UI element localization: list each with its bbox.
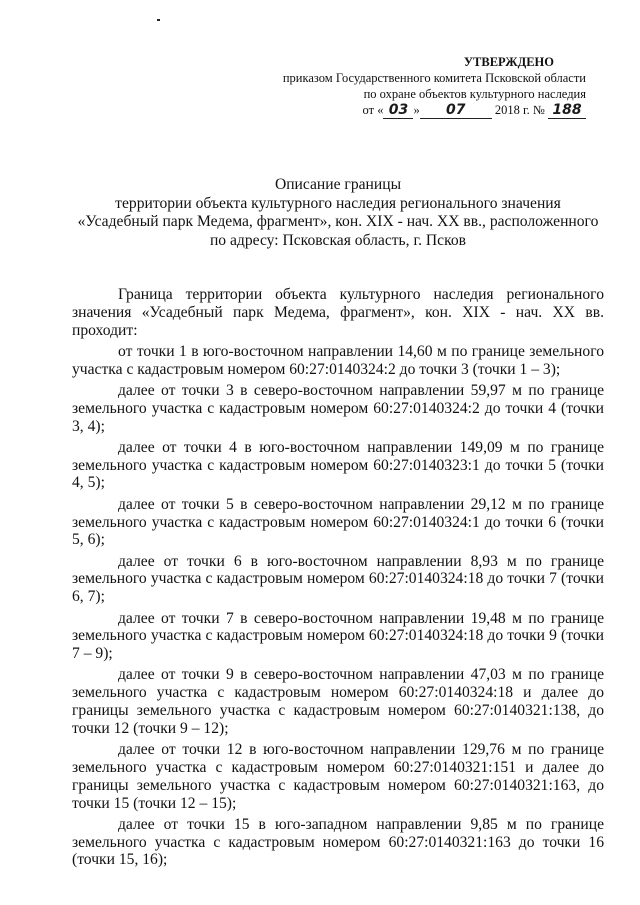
date-day-field <box>383 102 413 119</box>
scan-speck <box>157 19 160 21</box>
date-year: 2018 г. № <box>494 103 545 117</box>
paragraph-segment: далее от точки 4 в юго-восточном направлении 149,09 м по границе земельного участка с кадастровым номером 60:27:0140323:1 до точки 5 (точки 4, 5); <box>72 438 604 492</box>
paragraph-segment: далее от точки 6 в юго-восточном направлении 8,93 м по границе земельного участка с кадастровым номером 60:27:0140324:18 до точки 7 (точки 6, 7); <box>72 552 604 606</box>
approval-line-1: приказом Государственного комитета Псковской области <box>282 71 586 85</box>
title-line-2: территории объекта культурного наследия регионального значения <box>115 194 561 212</box>
date-month: 07 <box>445 102 466 118</box>
title-line-3: «Усадебный парк Медема, фрагмент», кон. XIX - нач. XX вв., расположенного <box>77 213 599 230</box>
approval-date-line <box>283 102 586 119</box>
approval-heading: УТВЕРЖДЕНО <box>463 55 554 69</box>
paragraph-segment: далее от точки 3 в северо-восточном направлении 59,97 м по границе земельного участка с кадастровым номером 60:27:0140324:2 до точки 4 (точки 3, 4); <box>72 381 604 435</box>
date-month-field <box>420 102 492 119</box>
paragraph-segment: далее от точки 9 в северо-восточном направлении 47,03 м по границе земельного участка с кадастровым номером 60:27:0140324:18 и далее до границы земельного участка с кадастровым номером 60:27:0140321:138, до точки 12 (точки 9 – 12); <box>72 666 604 737</box>
date-prefix: от « <box>362 103 384 117</box>
paragraph-segment: далее от точки 7 в северо-восточном направлении 19,48 м по границе земельного участка с кадастровым номером 60:27:0140324:18 до точки 9 (точки 7 – 9); <box>72 609 604 663</box>
order-number-field <box>548 102 586 119</box>
title-line-4: по адресу: Псковская область, г. Псков <box>209 231 467 249</box>
paragraph-intro: Граница территории объекта культурного наследия регионального значения «Усадебный парк Медема, фрагмент», кон. XIX - нач. XX вв. проходит: <box>72 286 604 339</box>
paragraph-segment: далее от точки 12 в юго-восточном направлении 129,76 м по границе земельного участка с кадастровым номером 60:27:0140321:151 и далее до границы земельного участка с кадастровым номером 60:27:0140321:163, до точки 15 (точки 12 – 15); <box>72 741 604 812</box>
order-number: 188 <box>552 102 582 118</box>
paragraph-segment: от точки 1 в юго-восточном направлении 14,60 м по границе земельного участка с кадастровым номером 60:27:0140324:2 до точки 3 (точки 1 – 3); <box>72 342 604 378</box>
date-day: 03 <box>388 102 409 118</box>
document-body <box>72 286 604 873</box>
paragraph-segment: далее от точки 5 в северо-восточном направлении 29,12 м по границе земельного участка с кадастровым номером 60:27:0140324:1 до точки 6 (точки 5, 6); <box>72 495 604 549</box>
title-line-1: Описание границы <box>274 176 402 193</box>
approval-line-2: по охране объектов культурного наследия <box>363 87 586 101</box>
paragraph-segment: далее от точки 15 в юго-западном направлении 9,85 м по границе земельного участка с кадастровым номером 60:27:0140321:163 до точки 16 (точки 15, 16); <box>72 815 604 869</box>
document-title <box>72 176 604 250</box>
date-day-suffix: » <box>413 103 420 117</box>
approval-stamp <box>283 54 586 119</box>
